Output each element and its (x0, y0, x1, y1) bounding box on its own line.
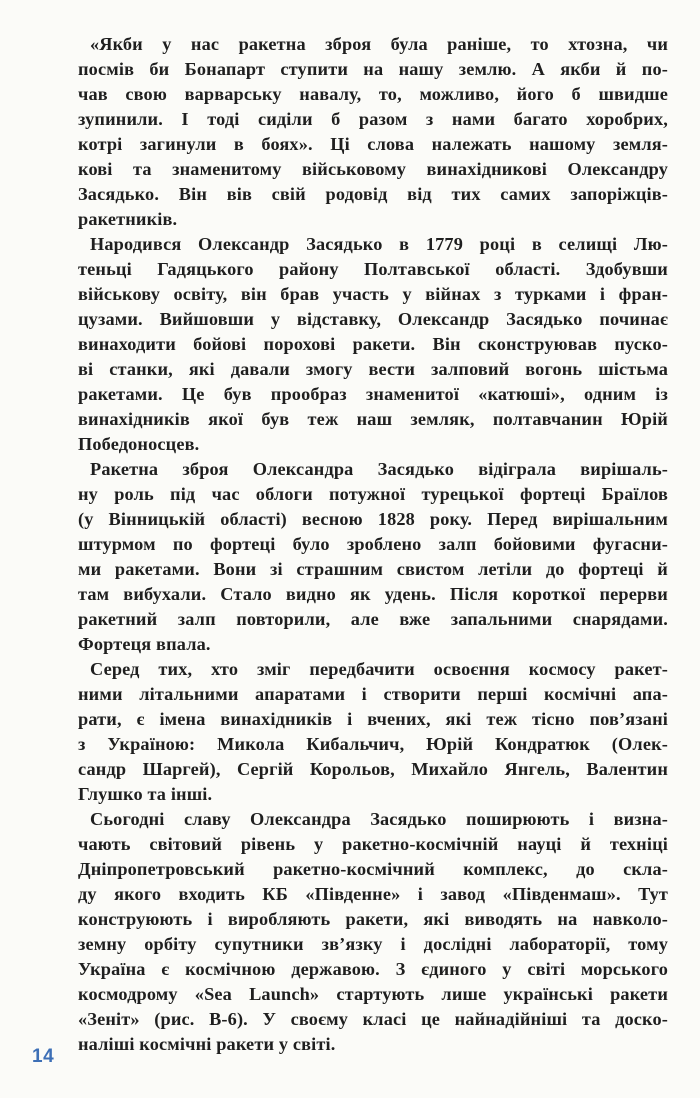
text-line: штурмом по фортеці було зроблено залп бойовими фугасни- (78, 534, 668, 554)
text-line: чав свою варварську навалу, то, можливо, його б швидше (78, 84, 668, 104)
text-line: винаходити бойові порохові ракети. Він сконструював пуско- (78, 334, 668, 354)
text-line: Победоносцев. (78, 434, 200, 454)
text-line: Засядько. Він вів свій родовід від тих самих запоріжців- (78, 184, 668, 204)
text-line: кові та знаменитому військовому винахідникові Олександру (78, 159, 668, 179)
text-line: Глушко та інші. (78, 784, 213, 804)
text-line: чають світовий рівень у ракетно-космічній науці й техніці (78, 834, 668, 854)
text-line: рати, є імена винахідників і вчених, які теж тісно пов’язані (78, 709, 668, 729)
text-line: ними літальними апаратами і створити перші космічні апа- (78, 684, 668, 704)
text-line: теньці Гадяцького району Полтавської області. Здобувши (78, 259, 668, 279)
paragraph-1 (78, 32, 668, 232)
text-line: зупинили. І тоді сиділи б разом з нами багато хоробрих, (78, 109, 668, 129)
paragraph-5 (78, 807, 668, 1057)
text-line: Сьогодні славу Олександра Засядько поширюють і визна- (90, 809, 668, 829)
text-line: Народився Олександр Засядько в 1779 році в селищі Лю- (90, 234, 668, 254)
text-line: конструюють і виробляють ракети, які виводять на навколо- (78, 909, 668, 929)
text-line: винахідників якої був теж наш земляк, полтавчанин Юрій (78, 409, 668, 429)
text-line: космодрому «Sea Launch» стартують лише українські ракети (78, 984, 668, 1004)
text-line: котрі загинули в боях». Ці слова належать нашому земля- (78, 134, 668, 154)
text-line: наліші космічні ракети у світі. (78, 1034, 336, 1054)
text-line: ду якого входить КБ «Південне» і завод «Південмаш». Тут (78, 884, 668, 904)
text-line: ну роль під час облоги потужної турецької фортеці Браїлов (78, 484, 668, 504)
paragraph-3 (78, 457, 668, 657)
text-line: ми ракетами. Вони зі страшним свистом летіли до фортеці й (78, 559, 668, 579)
text-line: Дніпропетровський ракетно-космічний комплекс, до скла- (78, 859, 668, 879)
text-line: «Зеніт» (рис. В-6). У своєму класі це найнадійніші та доско- (78, 1009, 668, 1029)
text-line: земну орбіту супутники зв’язку і дослідні лабораторії, тому (78, 934, 668, 954)
page-number: 14 (32, 1046, 55, 1067)
text-line: (у Вінницькій області) весною 1828 року. Перед вирішальним (78, 509, 668, 529)
text-line: сандр Шаргей), Сергій Корольов, Михайло Янгель, Валентин (78, 759, 668, 779)
paragraph-4 (78, 657, 668, 807)
page-body (78, 32, 668, 1057)
text-line: посмів би Бонапарт ступити на нашу землю. А якби й по- (78, 59, 668, 79)
text-line: ракетників. (78, 209, 178, 229)
text-line: Серед тих, хто зміг передбачити освоєння космосу ракет- (90, 659, 668, 679)
text-line: там вибухали. Стало видно як удень. Після короткої перерви (78, 584, 668, 604)
text-line: ракетами. Це був прообраз знаменитої «катюші», одним із (78, 384, 668, 404)
text-line: ві станки, які давали змогу вести залповий вогонь шістьма (78, 359, 668, 379)
text-line: Україна є космічною державою. З єдиного у світі морського (78, 959, 668, 979)
text-line: Ракетна зброя Олександра Засядько відіграла вирішаль- (90, 459, 668, 479)
paragraph-2 (78, 232, 668, 457)
text-line: військову освіту, він брав участь у війнах з турками і фран- (78, 284, 668, 304)
text-line: з Україною: Микола Кибальчич, Юрій Кондратюк (Олек- (78, 734, 668, 754)
text-line: Фортеця впала. (78, 634, 211, 654)
text-line: цузами. Вийшовши у відставку, Олександр Засядько починає (78, 309, 668, 329)
text-line: «Якби у нас ракетна зброя була раніше, то хтозна, чи (90, 34, 668, 54)
text-line: ракетний залп повторили, але вже запальними снарядами. (78, 609, 668, 629)
